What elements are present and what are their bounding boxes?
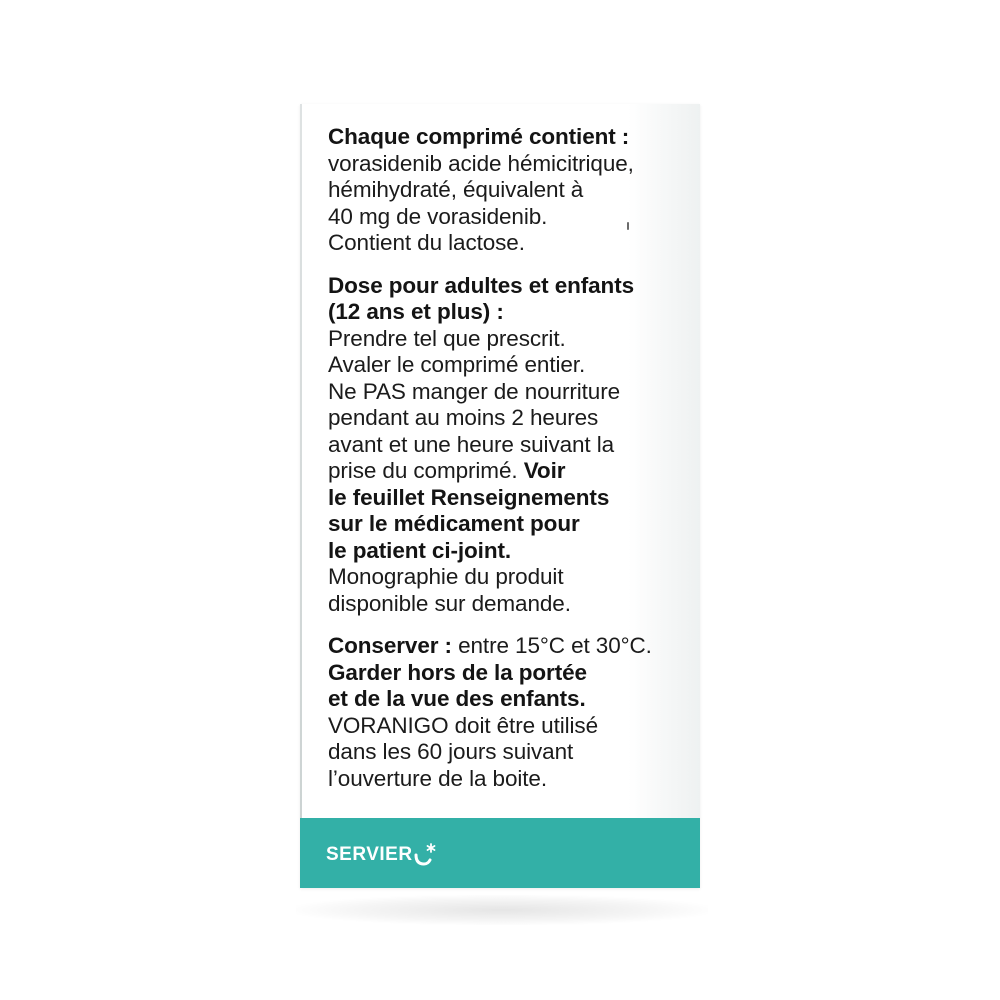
- composition-line: Contient du lactose.: [328, 230, 525, 255]
- box-shadow: [296, 895, 708, 925]
- composition-line: 40 mg de vorasidenib.: [328, 203, 548, 229]
- composition-heading: Chaque comprimé contient :: [328, 124, 630, 149]
- dosage-end-line: Monographie du produit: [328, 564, 564, 589]
- composition-line: hémihydraté, équivalent à: [328, 177, 584, 202]
- storage-heading: Conserver :: [328, 633, 452, 658]
- composition-line: vorasidenib acide hémicitrique,: [328, 150, 634, 176]
- dosage-line: Ne PAS manger de nourriture: [328, 378, 621, 404]
- storage-temperature: entre 15°C et 30°C.: [458, 633, 652, 658]
- logo-text: SERVIER: [326, 844, 413, 865]
- dosage-line: Prendre tel que prescrit.: [328, 325, 566, 351]
- composition-section: [328, 124, 698, 257]
- dosage-end-line: disponible sur demande.: [328, 590, 571, 616]
- brand-band: [300, 818, 700, 888]
- dosage-line: Avaler le comprimé entier.: [328, 352, 586, 377]
- storage-line: dans les 60 jours suivant: [328, 739, 574, 764]
- dosage-line: avant et une heure suivant la: [328, 431, 615, 457]
- dosage-mixed-bold: Voir: [523, 458, 566, 483]
- dosage-mixed-regular: prise du comprimé.: [328, 458, 518, 483]
- box-edge: [300, 104, 302, 888]
- storage-line: l’ouverture de la boite.: [328, 765, 547, 791]
- dosage-section: [328, 273, 698, 618]
- label-text: [328, 124, 698, 808]
- dosage-bold-line: le patient ci-joint.: [328, 537, 512, 563]
- dosage-line: pendant au moins 2 heures: [328, 405, 599, 430]
- dosage-mixed-line: [328, 458, 698, 485]
- storage-heading-line: [328, 633, 698, 660]
- dosage-heading: (12 ans et plus) :: [328, 299, 504, 324]
- storage-warning: et de la vue des enfants.: [328, 686, 586, 711]
- storage-section: [328, 633, 698, 792]
- dosage-bold-line: le feuillet Renseignements: [328, 484, 610, 510]
- dosage-heading: Dose pour adultes et enfants: [328, 272, 635, 298]
- servier-logo: [326, 840, 436, 870]
- storage-line: VORANIGO doit être utilisé: [328, 712, 598, 738]
- dosage-bold-line: sur le médicament pour: [328, 511, 580, 536]
- storage-warning: Garder hors de la portée: [328, 659, 587, 685]
- servier-smile-star-icon: [414, 842, 436, 868]
- medication-box-side-panel: [300, 104, 700, 888]
